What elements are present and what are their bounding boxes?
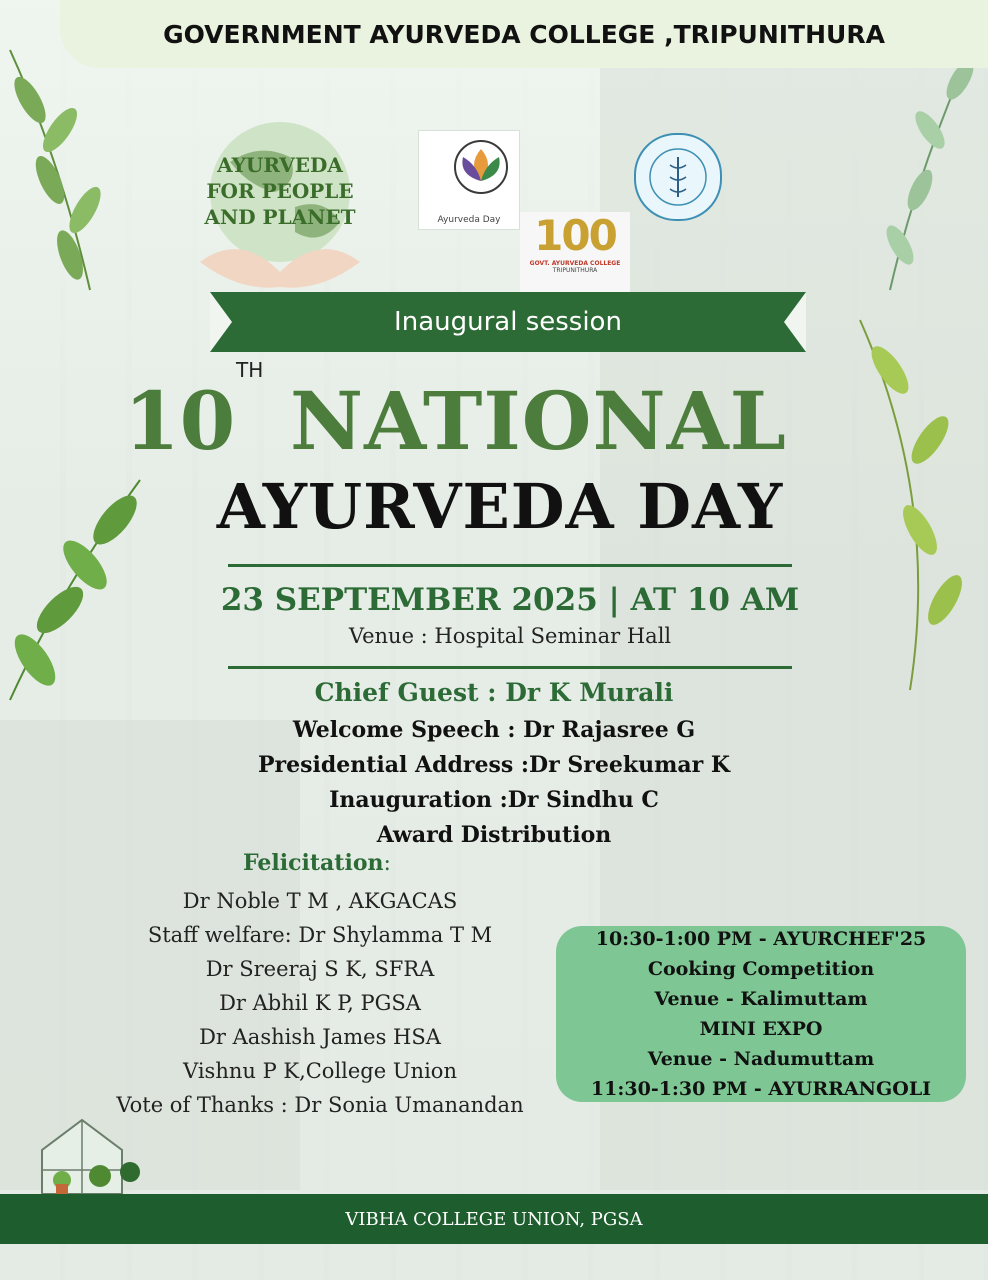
footer-bar [0,1194,988,1244]
list-item: Vishnu P K,College Union [183,1059,457,1083]
list-item: Staff welfare: Dr Shylamma T M [147,923,493,947]
session-label: Inaugural session [394,307,622,337]
greenhouse-icon [22,1110,142,1194]
list-item: Venue - Nadumuttam [647,1048,875,1070]
college-header [60,0,988,68]
event-date: 23 SEPTEMBER 2025 | AT 10 AM [220,582,800,618]
globe-tagline-line: AYURVEDA [217,153,343,177]
leaf-branch-icon [0,40,130,300]
side-events-box [556,926,966,1102]
felicitation-heading-text: Felicitation [243,850,384,876]
felicitation-list [100,884,540,1122]
list-item: MINI EXPO [699,1018,823,1040]
title-ayurveda-day: AYURVEDA DAY [216,470,784,543]
list-item: Dr Aashish James HSA [199,1025,441,1049]
leaf-branch-icon [850,300,988,700]
college-seal-logo [634,133,722,221]
presidential-address: Presidential Address :Dr Sreekumar K [258,752,730,778]
felicitation-heading [243,850,391,876]
globe-tagline [190,152,370,230]
divider [228,666,792,669]
inauguration: Inauguration :Dr Sindhu C [329,787,659,813]
footer-label: VIBHA COLLEGE UNION, PGSA [345,1208,643,1230]
list-item: 10:30-1:00 PM - AYURCHEF'25 [595,928,927,950]
event-venue: Venue : Hospital Seminar Hall [348,624,672,648]
title-national: NATIONAL [290,374,787,468]
session-ribbon [210,292,806,352]
chief-guest: Chief Guest : Dr K Murali [314,678,674,707]
welcome-speech: Welcome Speech : Dr Rajasree G [292,717,696,743]
centenary-caption: GOVT. AYURVEDA COLLEGE [529,260,621,267]
list-item: 11:30-1:30 PM - AYURRANGOLI [590,1078,932,1100]
leaf-branch-icon [0,470,150,710]
award-distribution: Award Distribution [376,822,612,848]
list-item: Venue - Kalimuttam [654,988,868,1010]
ayurveda-day-logo [418,130,520,230]
centenary-100-icon: 100 [534,211,616,260]
globe-tagline-line: FOR PEOPLE [206,179,354,203]
centenary-subcaption: TRIPUNITHURA [552,267,598,274]
lotus-icon [419,131,519,211]
list-item: Dr Abhil K P, PGSA [219,991,421,1015]
felicitation-colon: : [383,851,391,876]
list-item: Vote of Thanks : Dr Sonia Umanandan [116,1093,524,1117]
list-item: Dr Sreeraj S K, SFRA [205,957,435,981]
title-suffix: TH [236,358,264,382]
caduceus-icon [636,135,720,219]
divider [228,564,792,567]
ayurveda-day-label: Ayurveda Day [437,215,501,225]
list-item: Cooking Competition [647,958,875,980]
globe-tagline-line: AND PLANET [204,205,356,229]
list-item: Dr Noble T M , AKGACAS [182,889,458,913]
title-number: 10 [124,374,236,468]
centenary-logo [520,212,630,292]
college-name: GOVERNMENT AYURVEDA COLLEGE ,TRIPUNITHURA [163,19,885,49]
